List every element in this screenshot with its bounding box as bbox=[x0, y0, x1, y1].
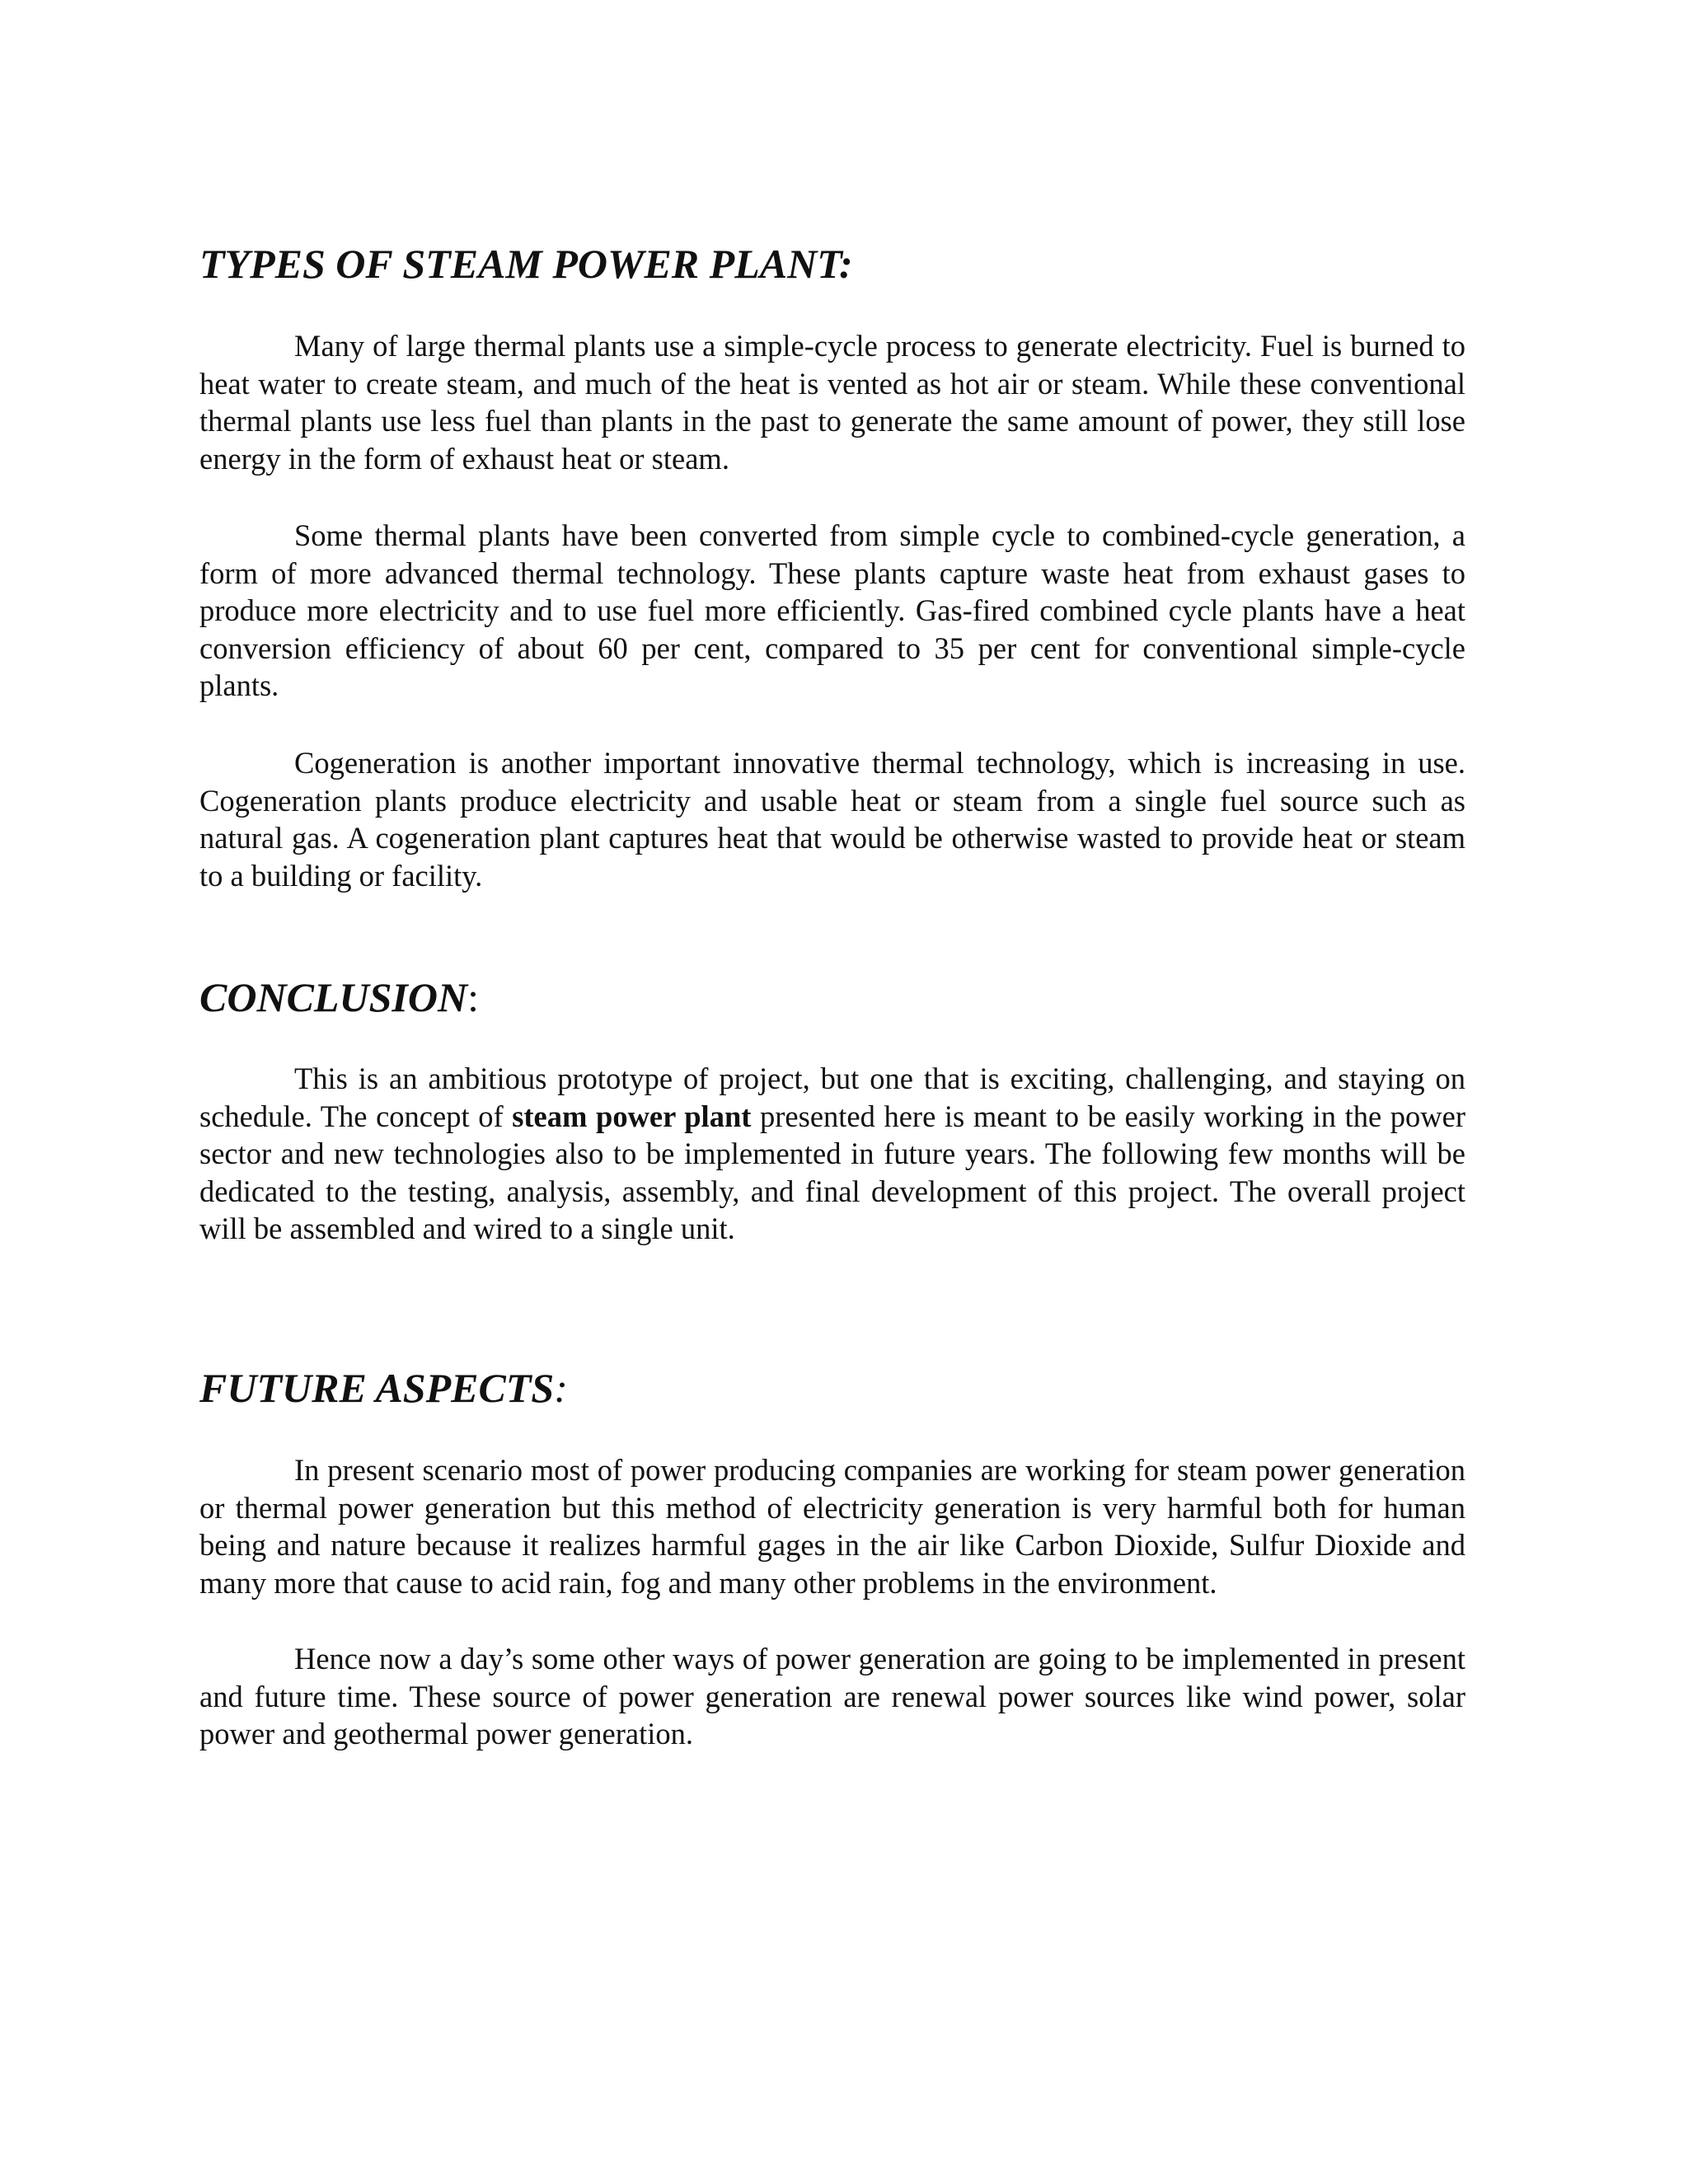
heading-conclusion-colon: : bbox=[467, 974, 479, 1020]
heading-types-of-steam-power-plant: TYPES OF STEAM POWER PLANT: bbox=[199, 241, 853, 287]
heading-conclusion-text: CONCLUSION bbox=[199, 974, 468, 1020]
paragraph-combined-cycle: Some thermal plants have been converted from simple cycle to combined-cycle generation, a form of more advanced thermal technology. These plants capture waste heat from exhaust gases to produce more electricity and to use fuel more efficiently. Gas-fired combined cycle plants have a heat conversion efficiency of about 60 per cent, compared to 35 per cent for conventional simple-cycle plants. bbox=[199, 518, 1465, 703]
heading-future-aspects-colon: : bbox=[554, 1365, 568, 1411]
paragraph-present-scenario: In present scenario most of power producing companies are working for steam power generation or thermal power generation but this method of electricity generation is very harmful both for human being and nature because it realizes harmful gages in the air like Carbon Dioxide, Sulfur Dioxide and many more that cause to acid rain, fog and many other problems in the environment. bbox=[199, 1453, 1465, 1600]
paragraph-cogeneration: Cogeneration is another important innovative thermal technology, which is increasing in use. Cogeneration plants produce electricity and usable heat or steam from a single fuel source such as natural gas. A cogeneration plant captures heat that would be otherwise wasted to provide heat or steam to a building or facility. bbox=[199, 746, 1465, 893]
paragraph-renewable-sources: Hence now a day’s some other ways of power generation are going to be implemented in present and future time. These source of power generation are renewal power sources like wind power, solar power and geothermal power generation. bbox=[199, 1642, 1465, 1751]
heading-conclusion bbox=[199, 972, 479, 1022]
conclusion-bold-term: steam power plant bbox=[512, 1099, 752, 1133]
conclusion-text-end: presented here is meant to be easily working in the power sector and new technologies also to be implemented in future years. The following few months will be dedicated to the testing, analysis, assembly, and final development of this project. The overall project will be assembled and wired to a single unit. bbox=[199, 1099, 1466, 1246]
heading-future-aspects bbox=[199, 1363, 568, 1413]
paragraph-simple-cycle: Many of large thermal plants use a simple-cycle process to generate electricity. Fuel is burned to heat water to create steam, and much of the heat is vented as hot air or steam. While these conventional thermal plants use less fuel than plants in the past to generate the same amount of power, they still lose energy in the form of exhaust heat or steam. bbox=[199, 329, 1465, 476]
conclusion-text-start: This is an ambitious prototype of project, but one that is exciting, challenging, and staying on schedule. The concept of bbox=[199, 1062, 1465, 1133]
paragraph-conclusion bbox=[199, 1060, 1465, 1248]
heading-future-aspects-text: FUTURE ASPECTS bbox=[199, 1365, 555, 1411]
